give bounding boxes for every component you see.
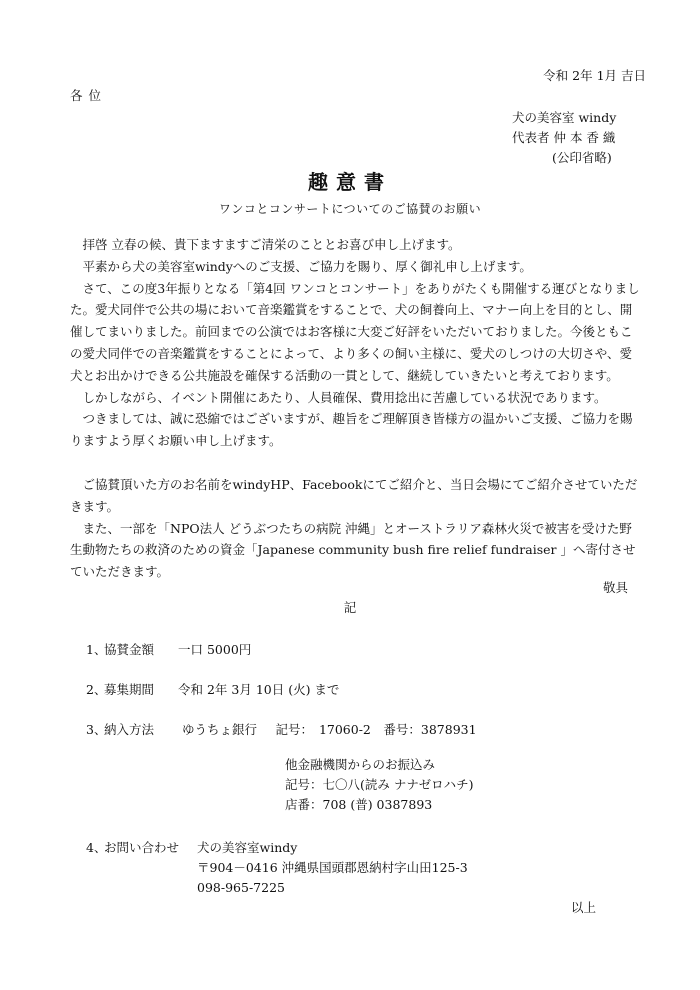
contact-phone: 098-965-7225 bbox=[197, 880, 285, 895]
paragraph-thanks: 平素から犬の美容室windyへのご支援、ご協力を賜り、厚く御礼申し上げます。 bbox=[82, 258, 532, 274]
contact-address: 〒904－0416 沖縄県国頭郡恩納村字山田125-3 bbox=[197, 860, 468, 875]
item-number: 1、 bbox=[86, 642, 107, 657]
item-value-payment: ゆうちょ銀行 記号： 17060-2 番号：3878931 bbox=[182, 722, 477, 737]
other-bank-code: 記号：七〇八(読み ナナゼロハチ) bbox=[285, 777, 474, 792]
item-number: 3、 bbox=[86, 722, 107, 737]
recipient: 各位 bbox=[70, 88, 108, 103]
paragraph-introduction: ご協賛頂いた方のお名前をwindyHP、Facebookにてご紹介と、当日会場にてご紹介させていただきます。 bbox=[70, 476, 638, 514]
letter-body bbox=[70, 234, 640, 583]
paragraph-situation: しかしながら、イベント開催にあたり、人員確保、費用捻出に苦慮している状況であります。 bbox=[82, 389, 607, 405]
item-number: 4、 bbox=[86, 840, 107, 855]
document-title: 趣意書 bbox=[308, 170, 392, 194]
paragraph-gap bbox=[70, 452, 640, 474]
other-bank-block bbox=[285, 755, 473, 815]
item-label-contact: お問い合わせ bbox=[104, 840, 180, 855]
sender-name: 犬の美容室 windy bbox=[512, 110, 617, 125]
contact-name: 犬の美容室windy bbox=[197, 840, 298, 855]
document-date: 令和 2年 1月 吉日 bbox=[543, 68, 646, 83]
other-bank-branch: 店番：708 (普) 0387893 bbox=[285, 797, 433, 812]
contact-block bbox=[197, 838, 468, 898]
item-number: 2、 bbox=[86, 682, 107, 697]
end-mark: 以上 bbox=[570, 900, 596, 915]
document-subtitle: ワンコとコンサートについてのご協賛のお願い bbox=[218, 202, 482, 216]
item-value-period: 令和 2年 3月 10日 (火) まで bbox=[178, 682, 340, 697]
closing-word: 敬具 bbox=[602, 580, 628, 595]
item-label-payment: 納入方法 bbox=[104, 722, 155, 737]
item-label-amount: 協賛金額 bbox=[104, 642, 155, 657]
representative: 代表者 仲 本 香 織 bbox=[512, 130, 616, 145]
paragraph-donation: また、一部を「NPO法人 どうぶつたちの病院 沖縄」とオーストラリア森林火災で被害を受けた野生動物たちの救済のための資金「Japanese community bush fire relief fundraiser 」へ寄付させていただきます。 bbox=[70, 520, 636, 580]
other-bank-title: 他金融機関からのお振込み bbox=[285, 757, 436, 772]
item-label-period: 募集期間 bbox=[104, 682, 155, 697]
item-value-amount: 一口 5000円 bbox=[178, 642, 252, 657]
sender-block bbox=[512, 108, 616, 168]
seal-note: (公印省略) bbox=[552, 150, 612, 165]
paragraph-purpose: さて、この度3年振りとなる「第4回 ワンコとコンサート」をありがたくも開催する運びとなりました。愛犬同伴で公共の場において音楽鑑賞をすることで、犬の飼養向上、マナー向上を目的とし、開催してまいりました。前回までの公演ではお客様に大変ご好評をいただいておりました。今後ともこの愛犬同伴での音楽鑑賞をすることによって、より多くの飼い主様に、愛犬のしつけの大切さや、愛犬とお出かけできる公共施設を確保する活動の一貫として、継続していきたいと考えております。 bbox=[70, 280, 640, 383]
ki-heading: 記 bbox=[343, 600, 357, 615]
paragraph-greeting: 拝啓 立春の候、貴下ますますご清栄のこととお喜び申し上げます。 bbox=[82, 237, 461, 252]
paragraph-request: つきましては、誠に恐縮ではございますが、趣旨をご理解頂き皆様方の温かいご支援、ご協力を賜りますよう厚くお願い申し上げます。 bbox=[70, 411, 633, 449]
